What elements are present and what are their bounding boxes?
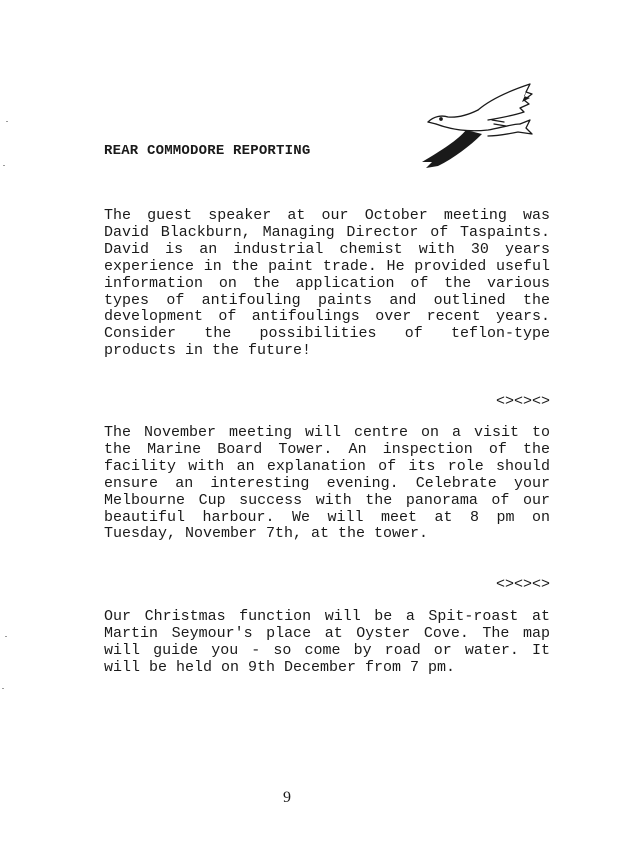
section-separator: <><><>	[495, 393, 550, 410]
scan-speck	[3, 165, 5, 166]
section-separator: <><><>	[495, 576, 550, 593]
scan-speck	[6, 121, 8, 122]
paragraph-november-meeting: The November meeting will centre on a visit to the Marine Board Tower. An inspection of the facility with an explanation of its role should ensure an interesting evening. Celebrate your Melbourne Cup success with the panorama of our beautiful harbour. We will meet at 8 pm on Tuesday, November 7th, at the tower.	[104, 424, 550, 543]
paragraph-christmas-function: Our Christmas function will be a Spit-roast at Martin Seymour's place at Oyster Cove. The map will guide you - so come by road or water. It will be held on 9th December from 7 pm.	[104, 608, 550, 676]
section-heading: REAR COMMODORE REPORTING	[104, 143, 311, 159]
scan-speck	[2, 688, 4, 689]
seagull-illustration	[408, 80, 538, 172]
page-number: 9	[283, 789, 291, 806]
paragraph-guest-speaker: The guest speaker at our October meeting was David Blackburn, Managing Director of Taspaints. David is an industrial chemist with 30 years experience in the paint trade. He provided useful information on the application of the various types of antifouling paints and outlined the development of antifoulings over recent years. Consider the possibilities of teflon-type products in the future!	[104, 207, 550, 360]
scan-speck	[5, 636, 7, 637]
